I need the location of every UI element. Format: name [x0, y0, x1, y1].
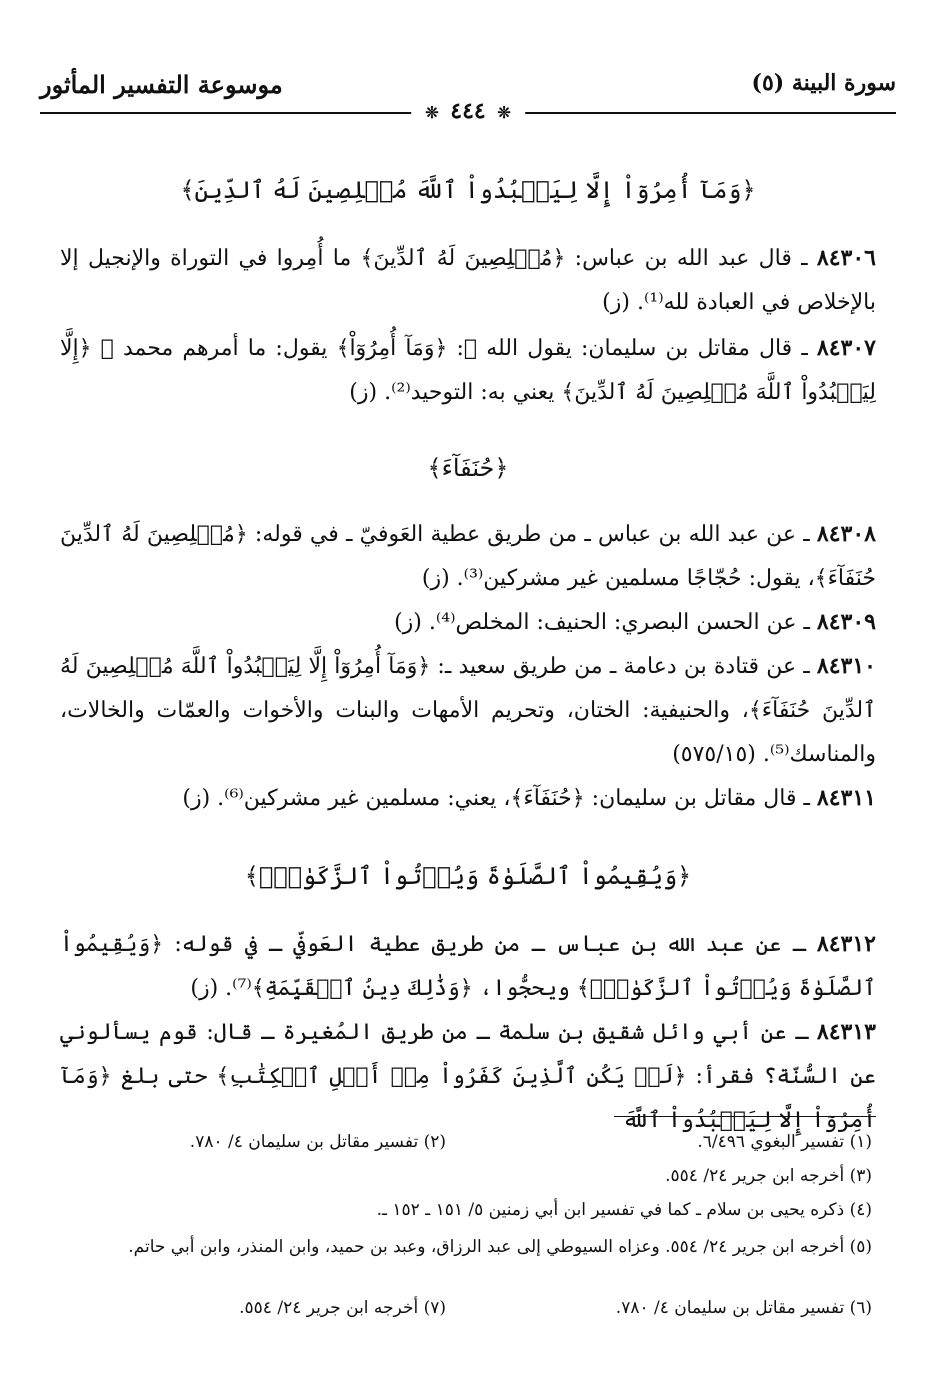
- verse-heading: ﴿حُنَفَآءَ﴾: [427, 454, 509, 482]
- footnote: (١) تفسير البغوي ٦/٤٩٦.: [697, 1132, 872, 1152]
- entry-number: ٨٤٣١٠: [816, 653, 876, 679]
- narration-entry: [60, 1010, 876, 1143]
- footnote: (٥) أخرجه ابن جرير ٢٤/ ٥٥٤. وعزاه السيوطي إلى عبد الرزاق، وعبد بن حميد، وابن المنذر، وابن أبي حاتم.: [128, 1237, 872, 1257]
- ornament-icon: ❊: [425, 103, 439, 122]
- narration-entry: [60, 326, 876, 415]
- page-number: ٤٤٤: [450, 98, 486, 124]
- entry-text: ـ عن الحسن البصري: الحنيف: المخلص⁽⁴⁾. (ز): [394, 610, 817, 635]
- footnote-rule: [614, 1116, 876, 1117]
- narration-entry: [60, 922, 876, 1011]
- book-title: موسوعة التفسير المأثور: [40, 70, 283, 99]
- entry-text: ـ عن عبد الله بن عباس ـ من طريق عطية العَوفيّ ـ في قوله: ﴿مُخۡلِصِينَ لَهُ ٱلدِّينَ حُنَفَآءَ﴾، يقول: حُجّاجًا مسلمين غير مشركين⁽³⁾. (ز): [60, 522, 876, 591]
- entry-number: ٨٤٣٠٨: [816, 521, 876, 547]
- entry-text: ـ عن أبي وائل شقيق بن سلمة ـ من طريق المُغيرة ـ قال: قوم يسألوني عن السُّنّة؟ فقرأ: ﴿لَمۡ يَكُنِ ٱلَّذِينَ كَفَرُواْ مِنۡ أَهۡلِ ٱلۡكِتَٰبِ﴾ حتى بلغ ﴿وَمَآ أُمِرُوٓاْ إِلَّا لِيَعۡبُدُواْ ٱللَّهَ: [60, 1020, 876, 1133]
- verse-heading: ﴿وَمَآ أُمِرُوٓاْ إِلَّا لِيَعۡبُدُواْ ٱللَّهَ مُخۡلِصِينَ لَهُ ٱلدِّينَ﴾: [180, 176, 756, 204]
- entry-number: ٨٤٣١٢: [816, 931, 876, 957]
- footnote: (٤) ذكره يحيى بن سلام ـ كما في تفسير ابن أبي زمنين ٥/ ١٥١ ـ ١٥٢ ـ.: [376, 1200, 872, 1220]
- surah-title: سورة البينة (٥): [751, 70, 896, 96]
- footnote: (٢) تفسير مقاتل بن سليمان ٤/ ٧٨٠.: [189, 1132, 446, 1152]
- entry-number: ٨٤٣٠٦: [816, 245, 876, 271]
- narration-entry: [60, 236, 876, 325]
- footnote: (٧) أخرجه ابن جرير ٢٤/ ٥٥٤.: [239, 1298, 446, 1318]
- entry-text: ـ عن عبد الله بن عباس ـ من طريق عطية العَوفيّ ـ في قوله: ﴿وَيُقِيمُواْ ٱلصَّلَوٰةَ وَيُؤۡتُواْ ٱلزَّكَوٰةَۚ﴾ ويحجُّوا، ﴿وَذَٰلِكَ دِينُ ٱلۡقَيِّمَةِ﴾⁽⁷⁾. (ز): [60, 932, 876, 1001]
- narration-entry: [60, 776, 876, 821]
- entry-text: ـ قال عبد الله بن عباس: ﴿مُخۡلِصِينَ لَهُ ٱلدِّينَ﴾ ما أُمِروا في التوراة والإنجيل إلا بالإخلاص في العبادة لله⁽¹⁾. (ز): [60, 246, 876, 315]
- narration-entry: [60, 512, 876, 601]
- footnote: (٣) أخرجه ابن جرير ٢٤/ ٥٥٤.: [665, 1166, 872, 1186]
- entry-text: ـ قال مقاتل بن سليمان: ﴿حُنَفَآءَ﴾، يعني: مسلمين غير مشركين⁽⁶⁾. (ز): [182, 786, 817, 811]
- narration-entry: [60, 644, 876, 777]
- verse-heading: ﴿وَيُقِيمُواْ ٱلصَّلَوٰةَ وَيُؤۡتُواْ ٱلزَّكَوٰةَۚ﴾: [244, 862, 692, 890]
- entry-text: ـ عن قتادة بن دعامة ـ من طريق سعيد ـ: ﴿وَمَآ أُمِرُوٓاْ إِلَّا لِيَعۡبُدُواْ ٱللَّهَ مُخۡلِصِينَ لَهُ ٱلدِّينَ حُنَفَآءَ﴾، والحنيفية: الختان، وتحريم الأمهات والبنات والأخوات والعمّات والخالات، والمناسك⁽⁵⁾. (٥٧٥/١٥): [60, 654, 876, 767]
- page-number-block: [411, 98, 525, 124]
- narration-entry: [60, 600, 876, 645]
- page-header: [40, 62, 896, 126]
- entry-number: ٨٤٣٠٧: [816, 335, 876, 361]
- entry-text: ـ قال مقاتل بن سليمان: يقول الله ﷻ: ﴿وَمَآ أُمِرُوٓاْ﴾ يقول: ما أمرهم محمد ﷺ ﴿إِلَّا لِيَعۡبُدُواْ ٱللَّهَ مُخۡلِصِينَ لَهُ ٱلدِّينَ﴾ يعني به: التوحيد⁽²⁾. (ز): [60, 336, 876, 405]
- entry-number: ٨٤٣١١: [816, 785, 876, 811]
- footnote: (٦) تفسير مقاتل بن سليمان ٤/ ٧٨٠.: [615, 1298, 872, 1318]
- ornament-icon: ❊: [497, 103, 511, 122]
- entry-number: ٨٤٣٠٩: [816, 609, 876, 635]
- entry-number: ٨٤٣١٣: [816, 1019, 876, 1045]
